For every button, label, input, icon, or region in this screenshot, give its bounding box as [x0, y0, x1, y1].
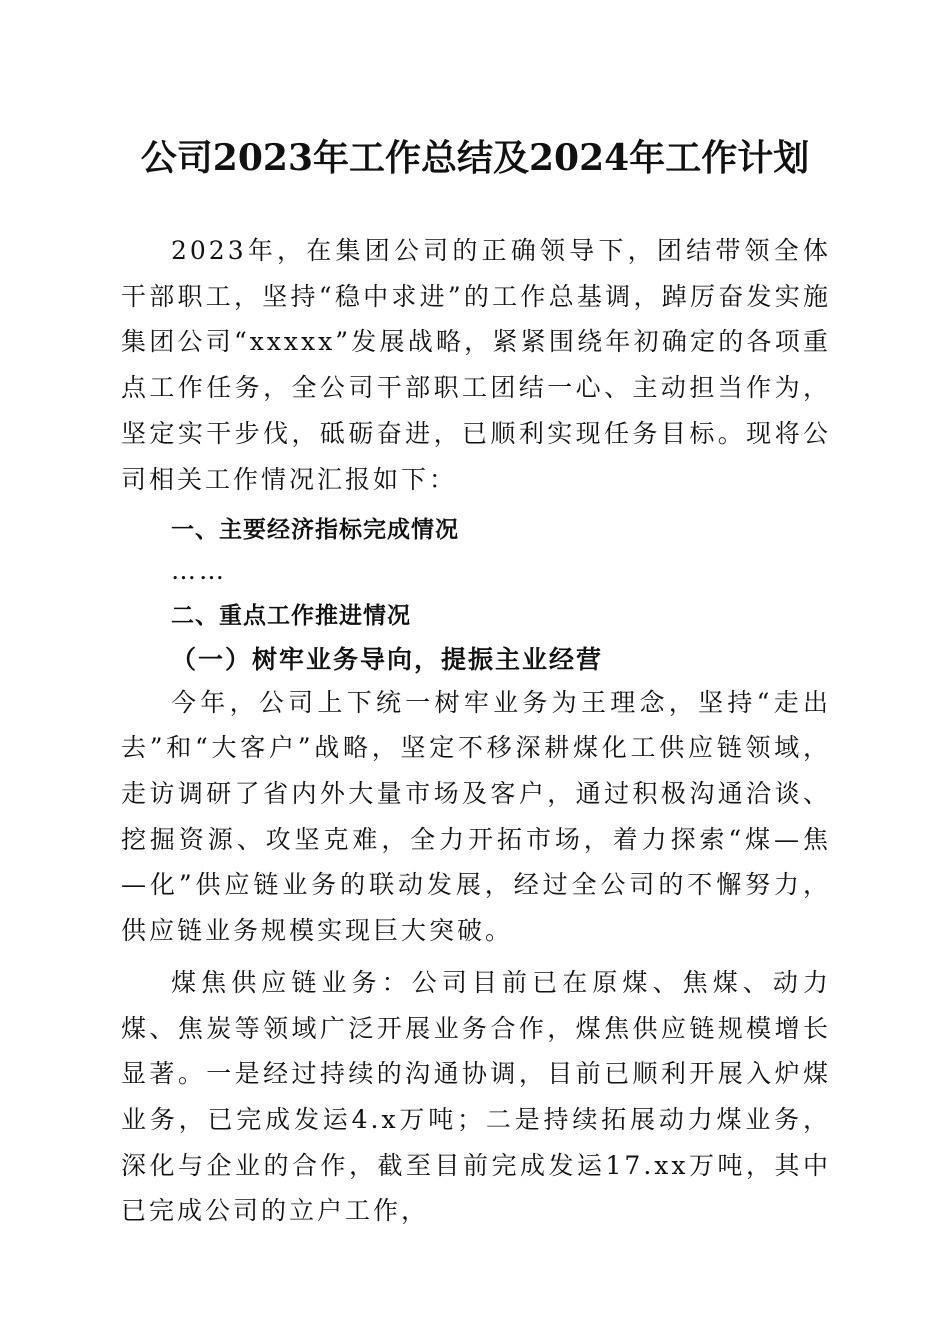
document-body [121, 228, 831, 1234]
document-title: 公司2023年工作总结及2024年工作计划 [140, 137, 810, 179]
section-heading-key-work: 二、重点工作推进情况 [171, 602, 411, 629]
intro-paragraph: 2023年，在集团公司的正确领导下，团结带领全体干部职工，坚持“稳中求进”的工作总基调，踔厉奋发实施集团公司“xxxxx”发展战略，紧紧围绕年初确定的各项重点工作任务，全公司干部职工团结一心、主动担当作为，坚定实干步伐，砥砺奋进，已顺利实现任务目标。现将公司相关工作情况汇报如下： [121, 236, 831, 494]
coal-supply-chain-paragraph: 煤焦供应链业务：公司目前已在原煤、焦煤、动力煤、焦炭等领域广泛开展业务合作，煤焦供应链规模增长显著。一是经过持续的沟通协调，目前已顺利开展入炉煤业务，已完成发运4.x万吨；二是持续拓展动力煤业务，深化与企业的合作，截至目前完成发运17.xx万吨，其中已完成公司的立户工作， [121, 967, 831, 1226]
business-paragraph: 今年，公司上下统一树牢业务为王理念，坚持“走出去”和“大客户”战略，坚定不移深耕煤化工供应链领域，走访调研了省内外大量市场及客户，通过积极沟通洽谈、挖掘资源、攻坚克难，全力开拓市场，着力探索“煤—焦—化”供应链业务的联动发展，经过全公司的不懈努力，供应链业务规模实现巨大突破。 [121, 687, 831, 946]
section-content-ellipsis: …… [171, 555, 227, 585]
section-heading-economic-indicators: 一、主要经济指标完成情况 [171, 517, 459, 544]
subsection-heading-business-orientation: （一）树牢业务导向，提振主业经营 [171, 644, 604, 674]
